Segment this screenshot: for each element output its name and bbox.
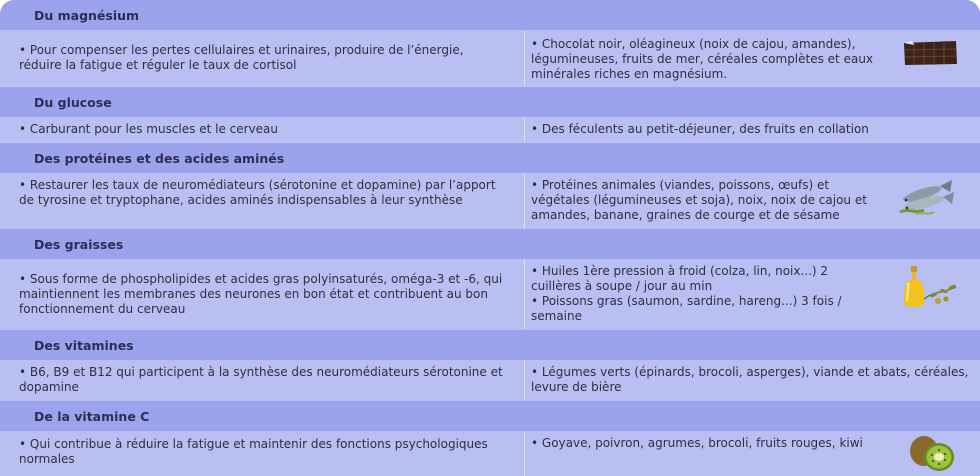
- section-header-proteins: [0, 143, 980, 173]
- section-header-vitamins: [0, 330, 980, 360]
- chocolate-icon: [902, 39, 958, 67]
- sources-text: • Goyave, poivron, agrumes, brocoli, fruits rouges, kiwi: [531, 436, 863, 450]
- section-title: De la vitamine C: [34, 408, 150, 424]
- benefit-text: • Pour compenser les pertes cellulaires et urinaires, produire de l’énergie, réduire la fatigue et réguler le taux de cortisol: [19, 43, 464, 72]
- column-divider: [524, 260, 525, 329]
- kiwi-icon: [906, 433, 958, 473]
- section-title: Des protéines et des acides aminés: [34, 150, 285, 166]
- sources-text-oils: • Huiles 1ère pression à froid (colza, lin, noix...) 2 cuillères à soupe / jour au min: [531, 264, 829, 293]
- section-header-vitamin-c: [0, 401, 980, 431]
- section-header-magnesium: [0, 0, 980, 30]
- benefit-text: • Sous forme de phospholipides et acides gras polyinsaturés, oméga-3 et -6, qui maintiennent les membranes des neurones en bon état et contribuent au bon fonctionnement du cerveau: [19, 272, 503, 316]
- section-header-fats: [0, 229, 980, 259]
- benefit-text: • Carburant pour les muscles et le cerveau: [19, 122, 279, 136]
- section-row-proteins: [0, 174, 980, 228]
- section-title: Des vitamines: [34, 337, 134, 353]
- sources-text: • Des féculents au petit-déjeuner, des fruits en collation: [531, 122, 869, 136]
- section-header-glucose: [0, 87, 980, 117]
- section-row-vitamin-c: [0, 432, 980, 476]
- benefit-text: • Qui contribue à réduire la fatigue et maintenir des fonctions psychologiques normales: [19, 437, 488, 466]
- sources-text: • Chocolat noir, oléagineux (noix de cajou, amandes), légumineuses, fruits de mer, céréales complètes et eaux minérales riches en magnésium.: [531, 37, 874, 81]
- oil-bottle-icon: [898, 265, 960, 309]
- sources-text-fish: • Poissons gras (saumon, sardine, hareng...) 3 fois / semaine: [531, 294, 842, 323]
- sources-text: • Légumes verts (épinards, brocoli, asperges), viande et abats, céréales, levure de bière: [531, 365, 969, 394]
- section-title: Du magnésium: [34, 7, 140, 23]
- section-title: Des graisses: [34, 236, 124, 252]
- column-divider: [524, 31, 525, 86]
- sources-text: • Protéines animales (viandes, poissons, œufs) et végétales (légumineuses et soja), noix, noix de cajou et amandes, banane, graines de courge et de sésame: [531, 178, 867, 222]
- benefit-text: • B6, B9 et B12 qui participent à la synthèse des neuromédiateurs sérotonine et dopamine: [19, 365, 503, 394]
- column-divider: [524, 432, 525, 476]
- column-divider: [524, 361, 525, 400]
- section-row-fats: [0, 260, 980, 329]
- section-row-glucose: [0, 118, 980, 142]
- column-divider: [524, 174, 525, 228]
- section-row-vitamins: [0, 361, 980, 400]
- fish-icon: [896, 178, 956, 218]
- benefit-text: • Restaurer les taux de neuromédiateurs (sérotonine et dopamine) par l’apport de tyrosine et tryptophane, acides aminés indispensables à leur synthèse: [19, 178, 496, 207]
- section-row-magnesium: [0, 31, 980, 86]
- section-title: Du glucose: [34, 94, 112, 110]
- column-divider: [524, 118, 525, 142]
